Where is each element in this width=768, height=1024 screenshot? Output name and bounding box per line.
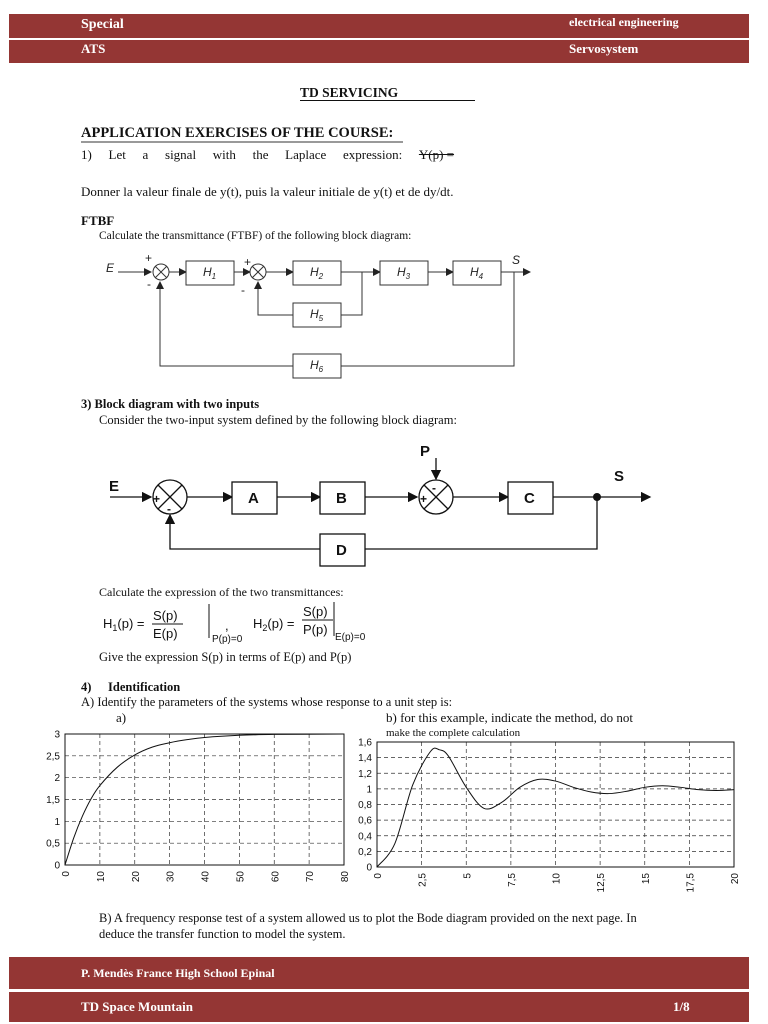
formula-h1-sub: 1 [112,623,118,633]
ex4-line-a: A) Identify the parameters of the systems whose response to a unit step is: [81,695,453,709]
formula-num1: S(p) [153,608,178,623]
chart-a-xtick-label: 40 [200,871,212,883]
header-left-top: Special [81,17,124,32]
footer-band-bottom [9,992,749,1022]
chart-b-ytick-label: 0,6 [358,815,372,827]
ex1-word: the [252,147,269,162]
title-underline [300,100,475,101]
ex3-heading: 3) Block diagram with two inputs [81,397,260,411]
ex1-word: signal [165,147,197,162]
ftbf-plus-2: + [244,255,252,269]
block-a: A [248,490,259,507]
chart-a-ytick-label: 1,5 [46,795,60,806]
input-p-label: P [420,443,431,460]
header-right-top: electrical engineering [569,15,679,29]
header-left-bottom: ATS [81,41,106,56]
formula-h1: H [103,616,113,631]
chart-a-ytick-label: 1 [54,816,60,828]
chart-a-ytick-label: 2,5 [46,751,60,763]
formula-h2-p: (p) = [267,616,295,631]
ex1-word: Laplace [285,147,327,162]
chart-a-ytick-label: 2 [54,773,60,785]
transmittance-formula [95,600,395,646]
chart-a-ytick-label: 0,5 [46,838,60,850]
formula-num2: S(p) [303,604,328,619]
footer-school: P. Mendès France High School Epinal [81,966,275,980]
ex1-word: Let [108,147,126,162]
chart-a-xtick-label: 50 [235,871,247,883]
output-s-label: S [614,468,625,485]
formula-cond1: P(p)=0 [212,634,243,645]
chart-b-ytick-label: 0 [366,862,372,874]
chart-a-ytick-label: 3 [54,729,60,741]
block-c: C [524,490,535,507]
footer-page-number: 1/8 [673,999,690,1014]
chart-b-xtick-label: 20 [730,873,741,885]
ex4-line-b1: B) A frequency response test of a system allowed us to plot the Bode diagram provided on the next page. In [99,911,637,925]
chart-b-ytick-label: 0,4 [358,831,372,843]
page-title: TD SERVICING [300,85,399,100]
ex1-word: a [142,147,149,162]
chart-b-label: b) for this example, indicate the method, do not [386,710,633,725]
sum1-minus: - [167,502,171,516]
block-b: B [336,490,347,507]
chart-a-xtick-label: 0 [61,871,72,877]
ftbf-block-h2: $H_2$ [310,265,324,281]
ftbf-block-h5: $H_5$ [310,307,324,323]
ftbf-block-diagram [0,248,768,383]
chart-b-xtick-label: 5 [462,873,474,879]
ftbf-minus-2: - [241,283,245,297]
ex4-heading: Identification [108,680,181,694]
ftbf-label-e: E [106,261,115,275]
chart-a-xtick-label: 10 [95,871,107,883]
ftbf-heading: FTBF [81,213,115,228]
ex1-line [81,147,481,162]
chart-a-xtick-label: 80 [340,871,351,883]
chart-b-ytick-label: 1,6 [358,737,372,749]
ex1-num: 1) [81,147,92,162]
give-text: Give the expression S(p) in terms of E(p) and P(p) [99,650,352,664]
sum2-plus: + [420,492,428,506]
ftbf-text: Calculate the transmittance (FTBF) of the following block diagram: [99,230,412,242]
chart-b-ytick-label: 1 [366,784,372,796]
two-input-block-diagram [0,440,768,570]
header-band-bottom [9,40,749,63]
formula-den2: P(p) [303,622,328,637]
sum1-plus: + [153,492,161,506]
ftbf-label-s: S [512,253,521,267]
formula-h2-sub: 2 [262,623,268,633]
section-heading: APPLICATION EXERCISES OF THE COURSE: [81,125,394,141]
svg-text:H1(p) = [103,616,145,633]
ex4-line-b2: deduce the transfer function to model the system. [99,927,346,941]
calc-text: Calculate the expression of the two transmittances: [99,585,344,599]
formula-den1: E(p) [153,626,178,641]
chart-a-xtick-label: 60 [270,871,282,883]
chart-b-xtick-label: 2,5 [417,873,429,887]
header-band-top [9,14,749,38]
chart-b-ytick-label: 1,2 [358,768,372,780]
sum2-minus: - [432,481,436,495]
ex1-word: expression: [342,147,403,162]
chart-a-xtick-label: 70 [305,871,317,883]
ftbf-block-h4: $H_4$ [470,265,484,281]
section-underline [81,141,403,143]
step-response-chart-b [345,733,750,895]
formula-cond2: E(p)=0 [335,632,366,643]
ftbf-minus-1: - [147,277,151,291]
ex1-line2: Donner la valeur finale de y(t), puis la valeur initiale de y(t) et de dy/dt. [81,184,454,199]
branch-point [593,493,601,501]
ftbf-block-h3: $H_3$ [397,265,411,281]
ftbf-block-h1: $H_1$ [203,265,217,281]
chart-b-xtick-label: 0 [373,873,384,879]
ex1-struck: Y(p) = [418,147,455,162]
footer-band-top [9,957,749,989]
formula-comma: , [225,618,229,633]
ftbf-plus-1: + [145,251,153,265]
chart-b-xtick-label: 12,5 [596,873,608,893]
chart-a-xtick-label: 30 [165,871,177,883]
block-d: D [336,542,347,559]
chart-a-xtick-label: 20 [130,871,142,883]
chart-b-xtick-label: 15 [640,873,652,885]
ex4-num: 4) [81,680,92,694]
chart-b-xtick-label: 17,5 [685,873,697,893]
formula-h1-p: (p) = [117,616,145,631]
ex3-text: Consider the two-input system defined by the following block diagram: [99,413,457,427]
svg-text:H2(p) = [253,616,295,633]
chart-b-ytick-label: 1,4 [358,753,372,765]
chart-b-xtick-label: 7,5 [506,873,518,887]
step-response-chart-a [30,725,360,895]
ex1-word: with [212,147,236,162]
chart-b-label-2: make the complete calculation [386,727,521,739]
footer-doc-title: TD Space Mountain [81,999,193,1014]
formula-h2: H [253,616,263,631]
chart-a-label: a) [116,710,127,725]
chart-b-ytick-label: 0,2 [358,846,372,858]
input-e-label: E [109,478,120,495]
chart-a-ytick-label: 0 [54,860,60,872]
header-right-bottom: Servosystem [569,41,639,56]
chart-b-ytick-label: 0,8 [358,800,372,811]
ftbf-block-h6: $H_6$ [310,358,324,374]
chart-b-xtick-label: 10 [551,873,563,885]
